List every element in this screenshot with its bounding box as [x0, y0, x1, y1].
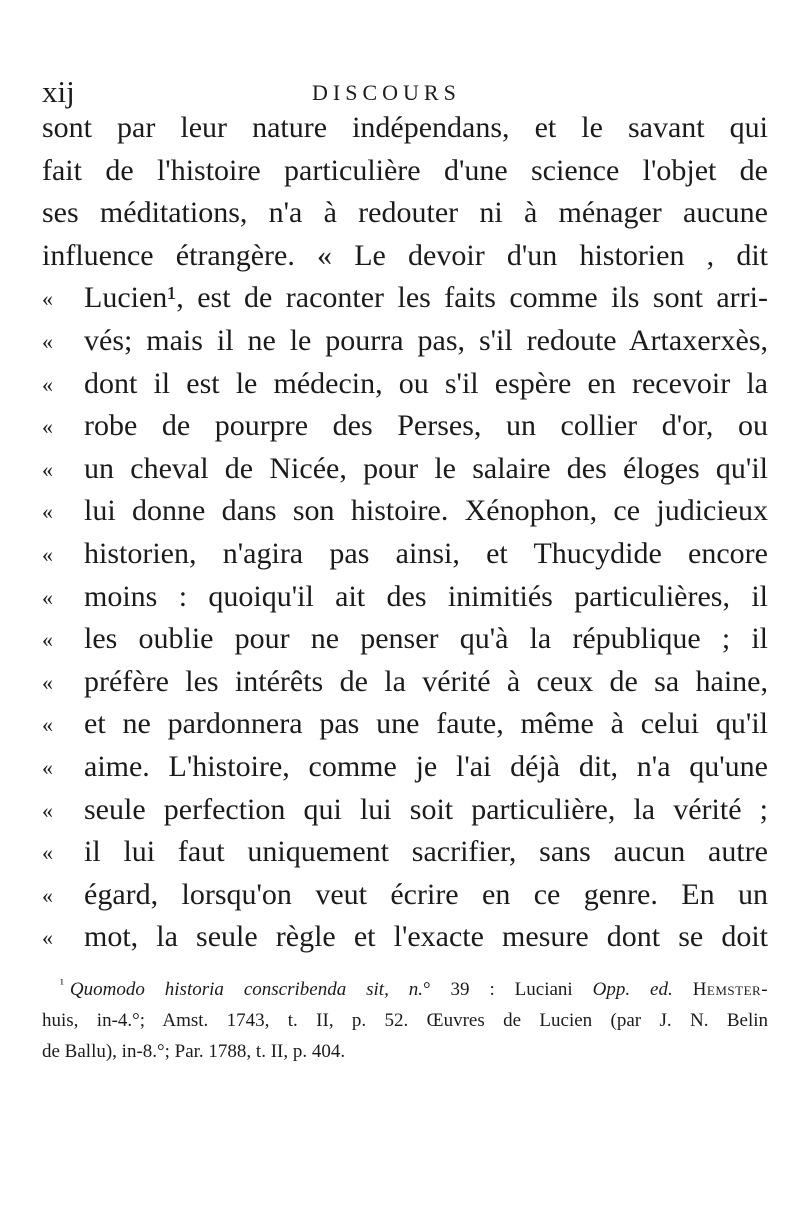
footnote-line — [42, 968, 768, 1005]
quote-mark: « — [42, 797, 53, 823]
text-line — [42, 150, 768, 193]
footnote-title: Quomodo historia conscribenda sit, n. — [69, 979, 424, 1000]
quote-mark: « — [42, 371, 53, 397]
text-line — [42, 490, 768, 533]
text-line — [42, 235, 768, 278]
text-line — [42, 192, 768, 235]
text-line — [42, 874, 768, 917]
running-head: DISCOURS — [312, 80, 461, 105]
quote-mark: « — [42, 541, 53, 567]
line-text: robe de pourpre des Perses, un collier d'or, ou — [84, 409, 768, 443]
line-text: dont il est le médecin, ou s'il espère en recevoir la — [84, 366, 768, 400]
footnote-edition: Opp. ed. — [592, 979, 673, 1000]
text-line — [42, 831, 768, 874]
line-text: historien, n'agira pas ainsi, et Thucydide encore — [84, 536, 768, 570]
line-text: fait de l'histoire particulière d'une science l'objet de — [42, 153, 768, 187]
line-text: et ne pardonnera pas une faute, même à celui qu'il — [84, 707, 768, 741]
quote-mark: « — [42, 882, 53, 908]
footnote-marker: ¹ — [60, 976, 64, 991]
text-line — [42, 320, 768, 363]
line-text: vés; mais il ne le pourra pas, s'il redoute Artaxerxès, — [84, 323, 768, 357]
quote-mark: « — [42, 669, 53, 695]
text-line — [42, 363, 768, 406]
footnote-text: huis, in-4.°; Amst. 1743, t. II, p. 52. Œuvres de Lucien (par J. N. Belin — [42, 1010, 768, 1031]
text-line — [42, 661, 768, 704]
page-number: xij — [42, 74, 75, 109]
line-text: il lui faut uniquement sacrifier, sans aucun autre — [84, 835, 768, 869]
quote-mark: « — [42, 712, 53, 738]
quote-mark: « — [42, 456, 53, 482]
line-text: mot, la seule règle et l'exacte mesure dont se doit — [84, 920, 768, 954]
text-line — [42, 703, 768, 746]
text-line — [42, 107, 768, 150]
text-line — [42, 789, 768, 832]
quote-mark: « — [42, 627, 53, 653]
line-text: lui donne dans son histoire. Xénophon, ce judicieux — [84, 494, 768, 528]
quote-mark: « — [42, 286, 53, 312]
line-text: Lucien¹, est de raconter les faits comme ils sont arri- — [84, 281, 768, 315]
line-text: un cheval de Nicée, pour le salaire des éloges qu'il — [84, 451, 768, 485]
quote-mark: « — [42, 328, 53, 354]
text-line — [42, 448, 768, 491]
text-line — [42, 533, 768, 576]
quote-mark: « — [42, 840, 53, 866]
quote-mark: « — [42, 754, 53, 780]
quote-mark: « — [42, 925, 53, 951]
footnote — [42, 968, 768, 1067]
quote-mark: « — [42, 584, 53, 610]
line-text: égard, lorsqu'on veut écrire en ce genre. En un — [84, 877, 768, 911]
footnote-text: de Ballu), in-8.°; Par. 1788, t. II, p. 404. — [42, 1041, 346, 1062]
line-text: les oublie pour ne penser qu'à la république ; il — [84, 622, 768, 656]
line-text: aime. L'histoire, comme je l'ai déjà dit, n'a qu'une — [84, 749, 768, 783]
body-text — [42, 107, 768, 959]
text-line — [42, 405, 768, 448]
line-text: moins : quoiqu'il ait des inimitiés particulières, il — [84, 579, 768, 613]
line-text: ses méditations, n'a à redouter ni à ménager aucune — [42, 196, 768, 230]
quote-mark: « — [42, 414, 53, 440]
line-text: seule perfection qui lui soit particulière, la vérité ; — [84, 792, 768, 826]
footnote-line — [42, 1036, 768, 1067]
text-line — [42, 618, 768, 661]
line-text: préfère les intérêts de la vérité à ceux de sa haine, — [84, 664, 768, 698]
footnote-editor: Hemster- — [692, 979, 769, 1000]
footnote-line — [42, 1005, 768, 1036]
footnote-text: ° 39 : Luciani — [423, 979, 573, 1000]
text-line — [42, 277, 768, 320]
text-line — [42, 916, 768, 959]
text-line — [42, 746, 768, 789]
line-text: sont par leur nature indépendans, et le savant qui — [42, 111, 768, 144]
quote-mark: « — [42, 499, 53, 525]
text-line — [42, 576, 768, 619]
line-text: influence étrangère. « Le devoir d'un historien , dit — [42, 238, 768, 272]
